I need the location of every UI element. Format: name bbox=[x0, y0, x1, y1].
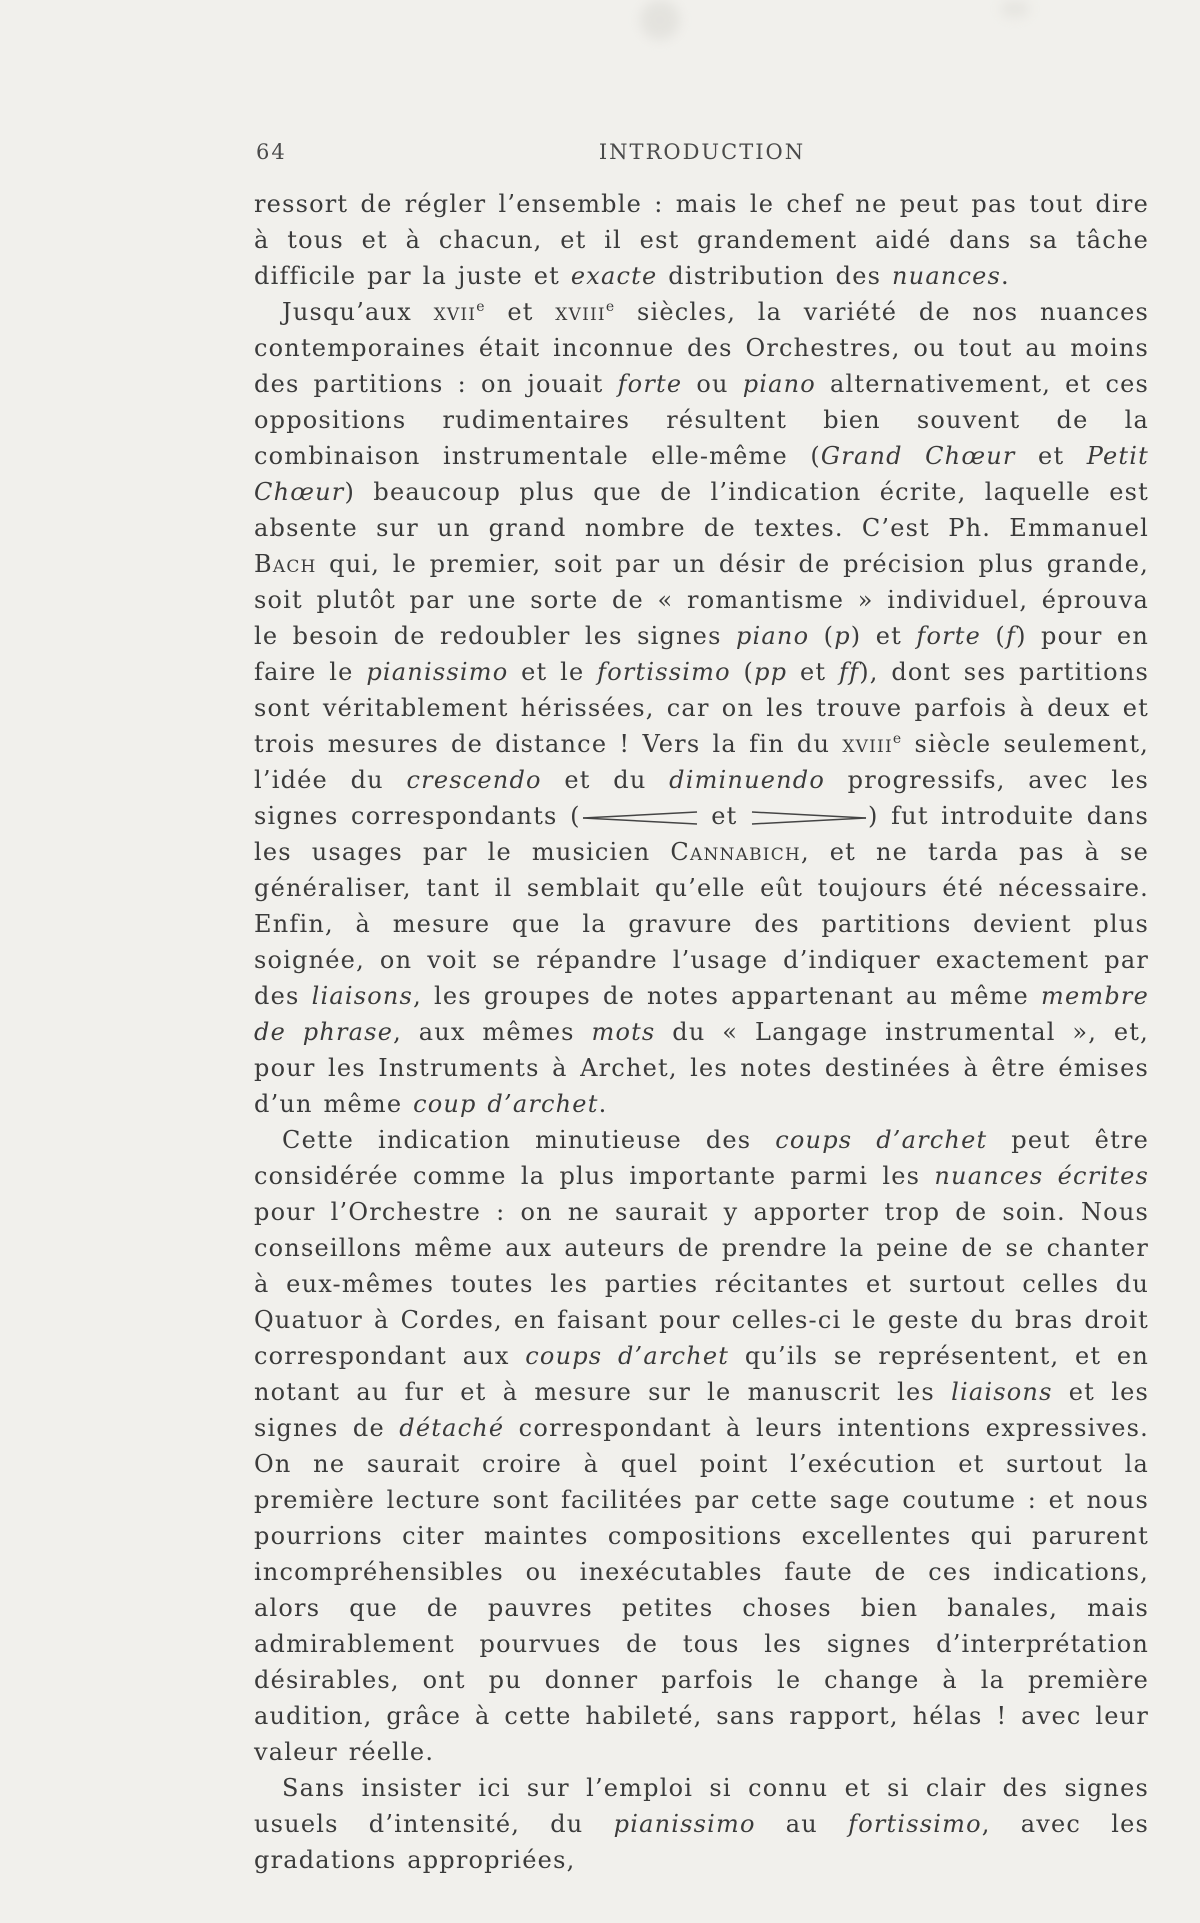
crescendo-hairpin-icon bbox=[581, 811, 699, 825]
diminuendo-hairpin-icon bbox=[750, 811, 868, 825]
paper-smudge bbox=[1000, 0, 1030, 18]
paper-smudge bbox=[640, 0, 680, 40]
page-header bbox=[256, 140, 1148, 170]
running-title: INTRODUCTION bbox=[598, 140, 806, 164]
paragraph-2: Jusqu’aux xvii$^e$ et xviii$^e$ siècles, la variété de nos nuances contemporaines était inconnue des Orchestres, ou tout au moins des partitions : on jouait forte ou piano alternativement, et ces oppositions rudimentaires résultent bien souvent de la combinaison instrumentale elle-même (Grand Chœur et Petit Chœur) beaucoup plus que de l’indication écrite, laquelle est absente sur un grand nombre de textes. C’est Ph. Emmanuel Bach qui, le premier, soit par un désir de précision plus grande, soit plutôt par une sorte de « romantisme » individuel, éprouva le besoin de redoubler les signes piano (p) et forte (f) pour en faire le pianissimo et le fortissimo (pp et ff), dont ses partitions sont véritablement hérissées, car on les trouve parfois à deux et trois mesures de distance ! Vers la fin du xviii$^e$ siècle seulement, l’idée du crescendo et du diminuendo progressifs, avec les signes correspondants ( et ) fut introduite dans les usages par le musicien Cannabich, et ne tarda pas à se généraliser, tant il semblait qu’elle eût toujours été nécessaire. Enfin, à mesure que la gravure des partitions devient plus soignée, on voit se répandre l’usage d’indiquer exactement par des liaisons, les groupes de notes appartenant au même membre de phrase, aux mêmes mots du « Langage instrumental », et, pour les Instruments à Archet, les notes destinées à être émises d’un même coup d’archet. bbox=[254, 298, 1150, 1118]
paragraph-1: ressort de régler l’ensemble : mais le chef ne peut pas tout dire à tous et à chacun, et il est grandement aidé dans sa tâche difficile par la juste et exacte distribution des nuances. bbox=[254, 190, 1149, 290]
body-text bbox=[254, 186, 1149, 1878]
page-number: 64 bbox=[256, 140, 287, 164]
paragraph-4: Sans insister ici sur l’emploi si connu et si clair des signes usuels d’intensité, du pianissimo au fortissimo, avec les gradations appropriées, bbox=[254, 1774, 1149, 1874]
paragraph-3: Cette indication minutieuse des coups d’archet peut être considérée comme la plus importante parmi les nuances écrites pour l’Orchestre : on ne saurait y apporter trop de soin. Nous conseillons même aux auteurs de prendre la peine de se chanter à eux-mêmes toutes les parties récitantes et surtout celles du Quatuor à Cordes, en faisant pour celles-ci le geste du bras droit correspondant aux coups d’archet qu’ils se représentent, et en notant au fur et à mesure sur le manuscrit les liaisons et les signes de détaché correspondant à leurs intentions expressives. On ne saurait croire à quel point l’exécution et surtout la première lecture sont facilitées par cette sage coutume : et nous pourrions citer maintes compositions excellentes qui parurent incompréhensibles ou inexécutables faute de ces indications, alors que de pauvres petites choses bien banales, mais admirablement pourvues de tous les signes d’interprétation désirables, ont pu donner parfois le change à la première audition, grâce à cette habileté, sans rapport, hélas ! avec leur valeur réelle. bbox=[254, 1126, 1150, 1766]
